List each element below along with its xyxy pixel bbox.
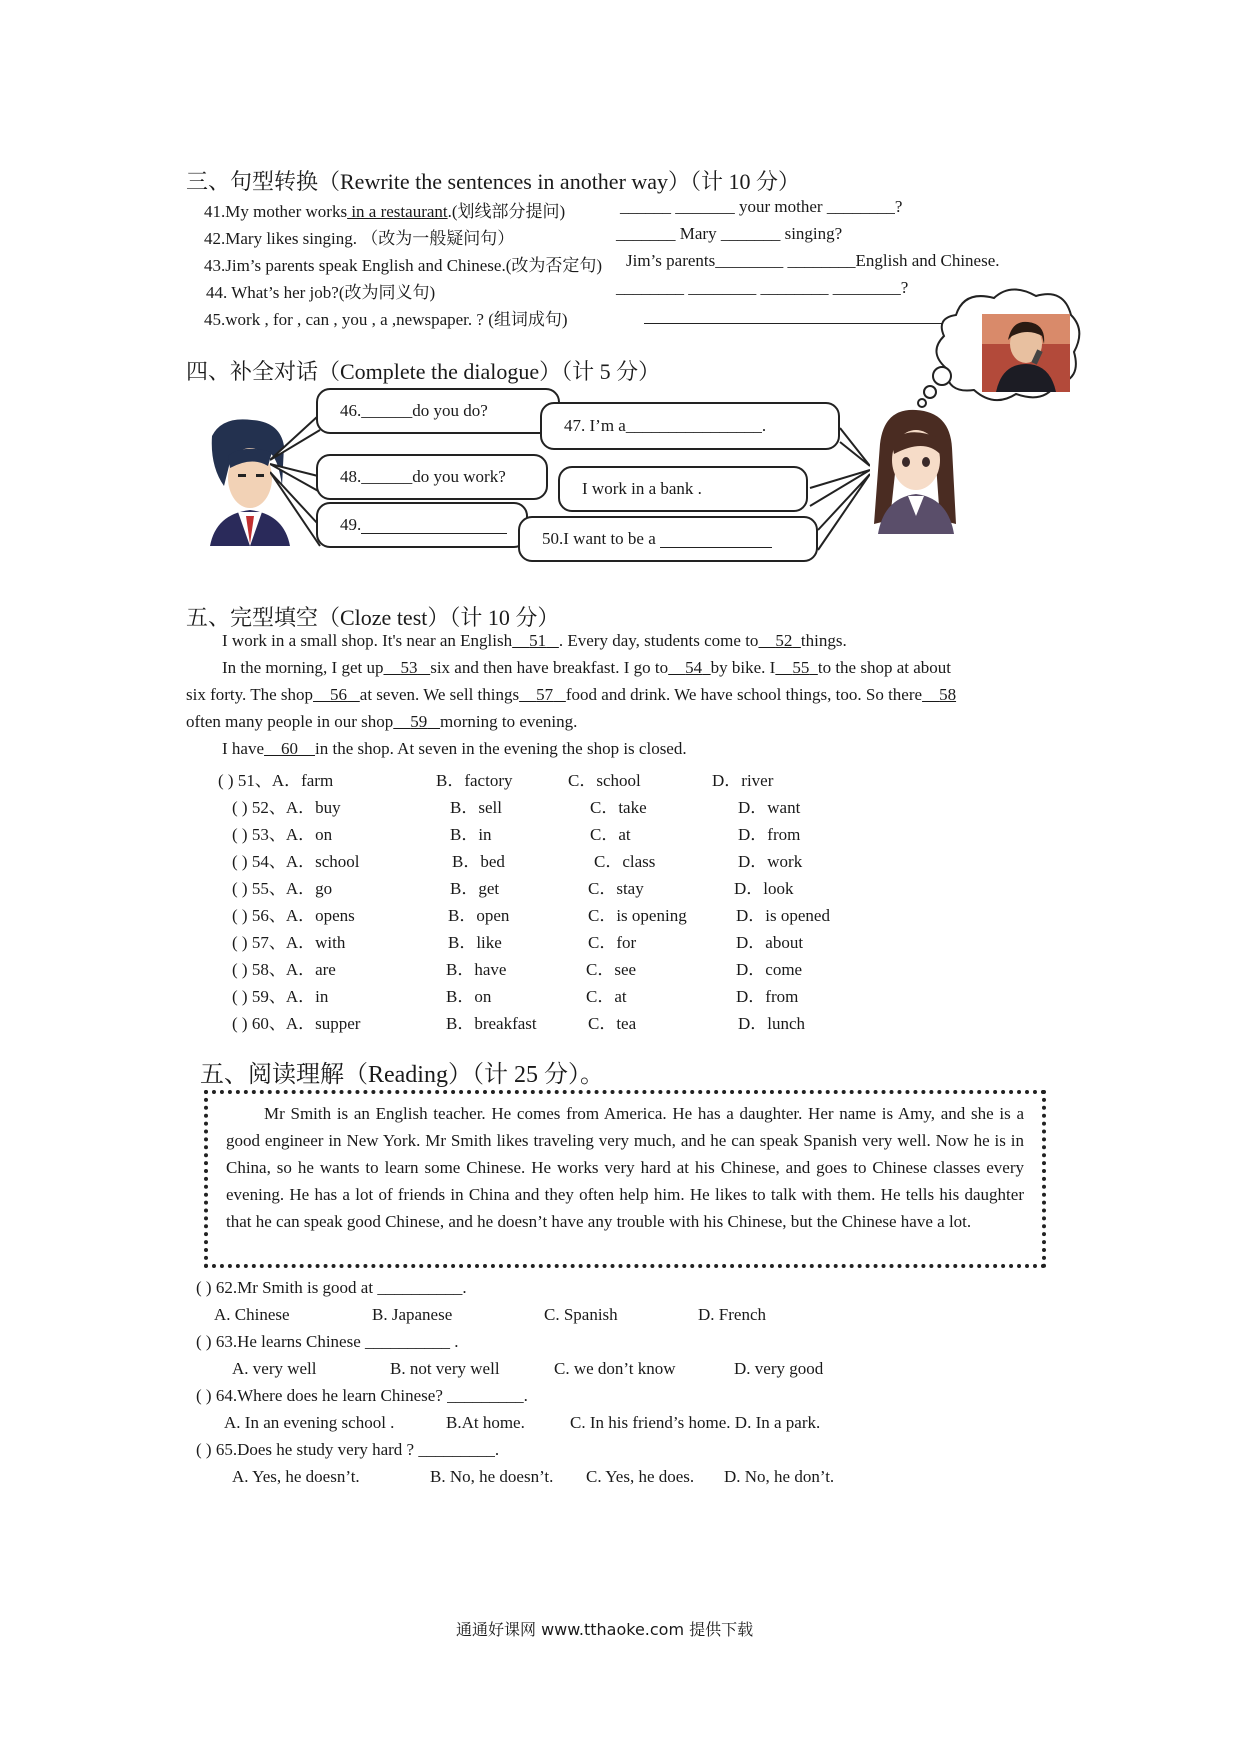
q44-text: 44. What’s her job?(改为同义句) (206, 283, 436, 302)
bubble-47-text: 47. I’m a________________. (564, 416, 767, 435)
blank-58[interactable]: 58 (939, 685, 957, 704)
q63-stem[interactable]: ( ) 63.He learns Chinese __________ . (196, 1332, 459, 1351)
q45-answer-line[interactable] (644, 323, 960, 324)
q41-post: .(划线部分提问) (447, 202, 566, 221)
q43-answer[interactable]: Jim’s parents________ ________English and Chinese. (626, 251, 1000, 270)
bubble-bank (558, 466, 808, 512)
bubble-bank-text: I work in a bank . (582, 479, 702, 498)
q62-stem[interactable]: ( ) 62.Mr Smith is good at __________. (196, 1278, 467, 1297)
blank-60[interactable]: 60 (281, 739, 299, 758)
q41-text (204, 197, 565, 222)
cloze-line-4: often many people in our shop 59 morning to evening. (186, 712, 578, 731)
q65-stem[interactable]: ( ) 65.Does he study very hard ? _________. (196, 1440, 500, 1459)
section3-title: 三、句型转换（Rewrite the sentences in another way）（计 10 分） (186, 169, 801, 194)
cloze-line-3: six forty. The shop 56 at seven. We sell things 57 food and drink. We have school things, too. So there 58 (186, 685, 957, 704)
q45-text: 45.work , for , can , you , a ,newspaper. ? (组词成句) (204, 310, 568, 329)
bubble-50-blank[interactable] (660, 531, 772, 548)
cloze-line-2: In the morning, I get up 53 six and then have breakfast. I go to 54 by bike. I 55 to the shop at about (222, 658, 951, 677)
bubble-50[interactable] (518, 516, 818, 562)
blank-54[interactable]: 54 (685, 658, 703, 677)
q64-stem[interactable]: ( ) 64.Where does he learn Chinese? _________. (196, 1386, 528, 1405)
footer-credit: 通通好课网 www.tthaoke.com 提供下载 (456, 1620, 754, 1639)
cloze-line-1: I work in a small shop. It's near an English 51 . Every day, students come to 52 things. (222, 631, 847, 650)
bubble-49-text: 49. (340, 515, 362, 534)
blank-51[interactable]: 51 (529, 631, 547, 650)
blank-55[interactable]: 55 (792, 658, 810, 677)
q43-text: 43.Jim’s parents speak English and Chinese.(改为否定句) (204, 256, 603, 275)
bubble-49[interactable] (316, 502, 528, 548)
section4-title: 四、补全对话（Complete the dialogue）（计 5 分） (186, 359, 661, 384)
q42-text: 42.Mary likes singing. （改为一般疑问句） (204, 229, 515, 248)
q41-answer[interactable]: ______ _______ your mother ________? (620, 197, 903, 216)
girl-illustration (866, 404, 960, 534)
cloze-line-5: I have 60 in the shop. At seven in the evening the shop is closed. (222, 739, 687, 758)
q41-pre: 41.My mother works (204, 202, 348, 221)
bubble-49-blank[interactable] (361, 517, 507, 534)
blank-52[interactable]: 52 (775, 631, 793, 650)
q42-answer[interactable]: _______ Mary _______ singing? (616, 224, 843, 243)
reading-passage-box (204, 1090, 1046, 1268)
woman-photo (982, 314, 1070, 392)
bubble-46-text: 46.______do you do? (340, 401, 488, 420)
section6-title: 五、阅读理解（Reading）（计 25 分）。 (200, 1062, 604, 1088)
blank-59[interactable]: 59 (410, 712, 428, 731)
q41-underlined: in a restaurant (347, 202, 448, 221)
section5-title: 五、完型填空（Cloze test）（计 10 分） (186, 605, 560, 630)
blank-56[interactable]: 56 (330, 685, 348, 704)
bubble-48[interactable] (316, 454, 548, 500)
bubble-46[interactable] (316, 388, 560, 434)
reading-passage: Mr Smith is an English teacher. He comes from America. He has a daughter. Her name is Amy, and she is a good engineer in New York. Mr Smith likes traveling very much, and he can speak Spanish very well. Now he is in China, so he wants to learn some Chinese. He works very hard at his Chinese, and goes to Chinese classes every evening. He has a lot of friends in China and they often help him. He likes to talk with them. He tells his daughter that he can speak good Chinese, and he doesn’t have any trouble with his Chinese, but the Chinese have a lot. (226, 1104, 1024, 1231)
blank-57[interactable]: 57 (536, 685, 554, 704)
bubble-47[interactable] (540, 402, 840, 450)
q44-answer[interactable]: ________ ________ ________ ________? (616, 278, 909, 297)
blank-53[interactable]: 53 (400, 658, 418, 677)
bubble-50-text: 50.I want to be a (542, 529, 656, 548)
bubble-48-text: 48.______do you work? (340, 467, 506, 486)
